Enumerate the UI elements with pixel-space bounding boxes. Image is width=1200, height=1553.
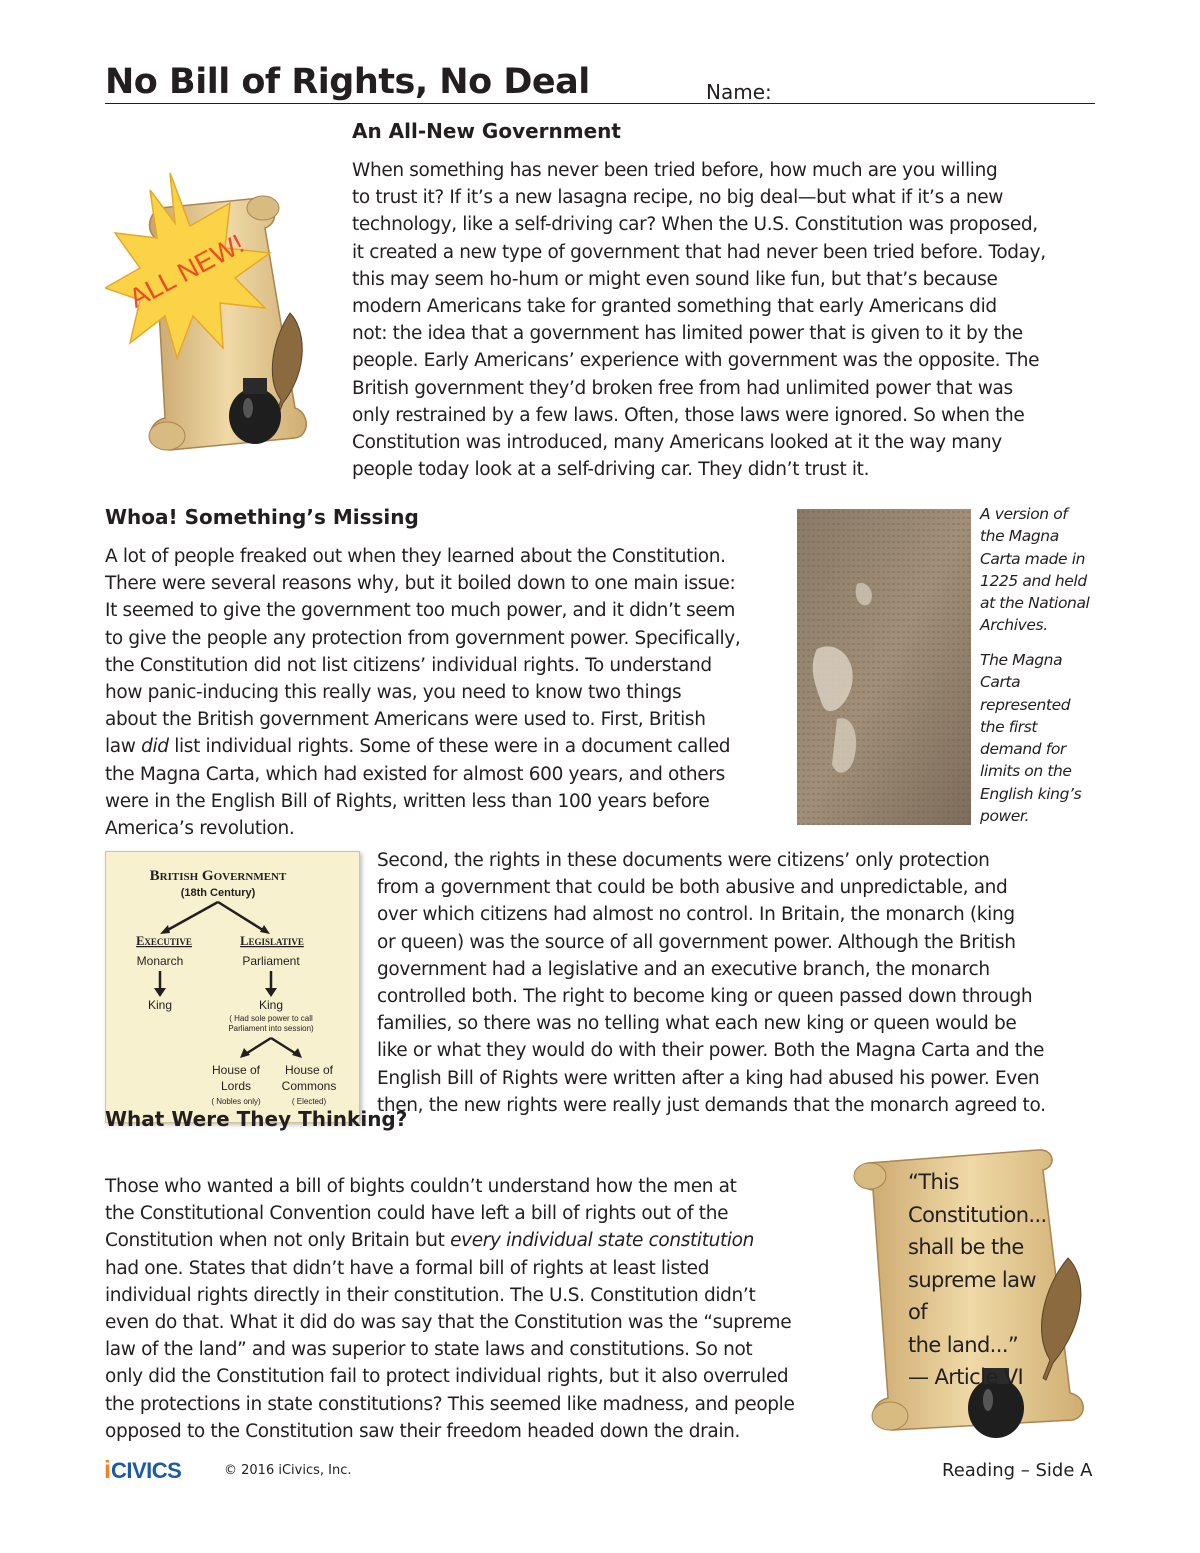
king-note-line1: ( Had sole power to call [229, 1014, 313, 1023]
lords-label-1: House of [211, 1063, 261, 1077]
chart-subtitle: (18th Century) [180, 887, 256, 899]
chart-title: British Government [149, 868, 287, 884]
section1-paragraph: When something has never been tried before, how much are you willing to trust it? If it’s a new lasagna recipe, no big deal—but what if it’s a new technology, like a self-driving car? When the U.S. Constitution was proposed, it created a new type of government that had never been tried before. Today, this may seem ho-hum or might even sound like fun, but that’s because modern Americans take for granted something that early Americans did not: the idea that a government has limited power that is given to it by the people. Early Americans’ experience with government was the opposite. The British government they’d broken free from had unlimited power that was only restrained by a few laws. Often, those laws were ignored. So when the Constitution was introduced, many Americans looked at it the way many people today look at a self-driving car. They didn’t trust it. [352, 160, 1046, 481]
king-note-line2: Parliament into session) [228, 1024, 314, 1033]
section-heading-what-were-they-thinking: What Were They Thinking? [105, 1107, 408, 1131]
british-government-diagram [106, 852, 359, 1122]
section2-paragraph: A lot of people freaked out when they learned about the Constitution. There were several reasons why, but it boiled down to one main issue: It seemed to give the government too much power, and it didn’t seem to give the people any protection from government power. Specifically, the Constitution did not list citizens’ individual rights. To understand how panic-inducing this really was, you need to know two things about the British government Americans were used to. First, British law did list individual rights. Some of these were in a document called the Magna Carta, which had existed for almost 600 years, and others were in the English Bill of Rights, written less than 100 years before America’s revolution. [105, 546, 741, 840]
king-legislative-label: King [258, 998, 284, 1012]
copyright-text: © 2016 iCivics, Inc. [224, 1463, 352, 1478]
section3-paragraph: Second, the rights in these documents were citizens’ only protection from a government that could be both abusive and unpredictable, and over which citizens had almost no control. In Britain, the monarch (king or queen) was the source of all government power. Although the British government had a legislative and an executive branch, the monarch controlled both. The right to become king or queen passed down through families, so there was no telling what each new king or queen would be like or what they would do with their power. Both the Magna Carta and the English Bill of Rights were written after a king had abused his power. Even then, the new rights were really just demands that the monarch agreed to. [377, 850, 1046, 1116]
logo-i: i [104, 1456, 111, 1484]
lords-note: ( Nobles only) [211, 1097, 261, 1106]
section-heading-whoa: Whoa! Something’s Missing [105, 505, 419, 529]
section-heading-all-new-government: An All-New Government [352, 119, 621, 143]
scroll-starburst-illustration [105, 168, 345, 468]
king-executive-label: King [147, 998, 173, 1012]
commons-note: ( Elected) [291, 1097, 327, 1106]
british-government-chart [105, 851, 360, 1123]
logo-civics: CIVICS [110, 1458, 182, 1483]
legislative-label: Legislative [240, 934, 304, 948]
name-line[interactable] [105, 103, 1095, 104]
parliament-label: Parliament [242, 954, 300, 968]
page-label: Reading – Side A [942, 1460, 1093, 1481]
monarch-label: Monarch [136, 954, 184, 968]
executive-label: Executive [136, 934, 192, 948]
lords-label-2: Lords [220, 1079, 252, 1093]
commons-label-2: Commons [281, 1079, 337, 1093]
magna-carta-caption-1: A version of the Magna Carta made in 1225 and held at the National Archives. [980, 505, 1090, 635]
magna-carta-image [797, 509, 971, 825]
icivics-logo[interactable] [104, 1456, 181, 1485]
starburst-text: ALL NEW! [124, 228, 249, 314]
arrow-to-executive [164, 902, 218, 932]
section4-paragraph: Those who wanted a bill of bights couldn’t understand how the men at the Constitutional Convention could have left a bill of rights out of the Constitution when not only Britain but every individual state constitution had one. States that didn’t have a formal bill of rights at least listed individual rights directly in their constitution. The U.S. Constitution didn’t even do that. What it did do was say that the Constitution was the “supreme law of the land” and was superior to state laws and constitutions. So not only did the Constitution fail to protect individual rights, but it also overruled the protections in state constitutions? This seemed like madness, and people opposed to the Constitution saw their freedom headed down the drain. [105, 1176, 795, 1442]
magna-carta-caption-2: The Magna Carta represented the first demand for limits on the English king’s power. [980, 651, 1082, 826]
commons-label-1: House of [284, 1063, 334, 1077]
page-title: No Bill of Rights, No Deal [105, 62, 590, 102]
arrow-to-legislative [218, 902, 266, 932]
article-vi-quote: “This Constitution... shall be the supreme law of the land...” — Article VI [908, 1170, 1047, 1389]
name-label: Name: [706, 80, 772, 104]
